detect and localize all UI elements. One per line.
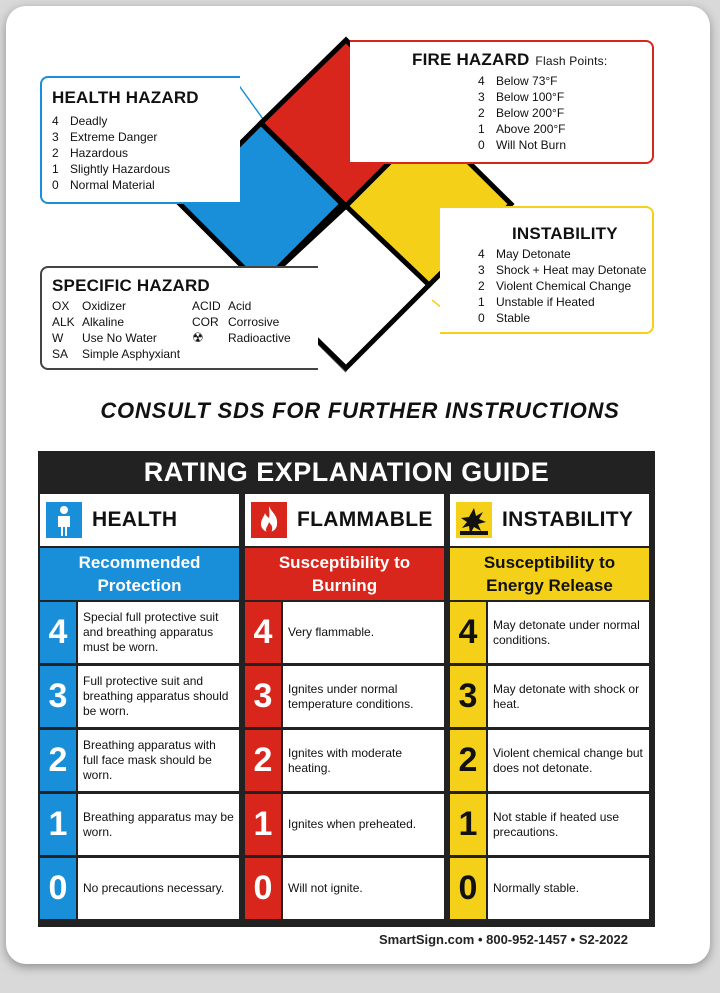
guide-column-header: [245, 494, 444, 546]
guide-rating-description: No precautions necessary.: [83, 881, 225, 895]
hazard-code-meaning: Alkaline: [82, 315, 125, 329]
guide-rating-number: 3: [450, 666, 486, 727]
rating-number: 0: [478, 138, 485, 152]
guide-rating-description: Ignites with moderate heating.: [288, 745, 403, 775]
guide-rating-text: [488, 666, 649, 727]
guide-rating-description: Very flammable.: [288, 625, 375, 639]
rating-number: 3: [478, 263, 485, 277]
hazard-code: SA: [52, 347, 69, 361]
guide-rating-description: Normally stable.: [493, 881, 580, 895]
guide-column-health: [38, 494, 241, 927]
rating-entry: [52, 129, 240, 145]
flame-icon: [251, 502, 287, 538]
guide-rating-text: [283, 730, 444, 791]
guide-rating-text: [283, 602, 444, 663]
subtitle-line-1: Recommended: [78, 553, 201, 572]
rating-number: 1: [478, 295, 485, 309]
guide-rating-text: [488, 602, 649, 663]
guide-rating-text: [283, 794, 444, 855]
guide-rating-description: Ignites under normal temperature conditions.: [288, 681, 414, 711]
subtitle-line-2: Energy Release: [486, 576, 613, 595]
rating-number: 3: [478, 90, 485, 104]
guide-rating-text: [488, 794, 649, 855]
guide-row: [40, 794, 239, 855]
flash-points-label: Flash Points:: [535, 54, 608, 68]
rating-number: 2: [478, 279, 485, 293]
rating-entry: [478, 246, 652, 262]
guide-rating-text: [78, 666, 239, 727]
rating-entry: [478, 278, 652, 294]
rating-text: Below 73°F: [496, 74, 558, 88]
guide-row: [450, 602, 649, 663]
rating-guide-title: RATING EXPLANATION GUIDE: [143, 457, 550, 487]
rating-entry: [478, 137, 652, 153]
guide-rating-number: 4: [40, 602, 76, 663]
guide-column-header: [450, 494, 649, 546]
guide-row: [40, 858, 239, 919]
guide-rating-description: Breathing apparatus may be worn.: [83, 809, 234, 839]
guide-rating-text: [78, 730, 239, 791]
guide-rating-number: 2: [40, 730, 76, 791]
hazard-code: OX: [52, 299, 70, 313]
rating-text: Shock + Heat may Detonate: [496, 263, 647, 277]
hazard-code-meaning: Corrosive: [228, 315, 280, 329]
guide-column-subtitle: [40, 548, 239, 600]
specific-hazard-callout: [40, 266, 318, 370]
guide-rating-description: Will not ignite.: [288, 881, 363, 895]
rating-text: Deadly: [70, 114, 108, 128]
rating-number: 0: [478, 311, 485, 325]
guide-rating-text: [283, 666, 444, 727]
hazard-code: [192, 346, 228, 362]
hazard-code: ALK: [52, 315, 75, 329]
hazard-code: ACID: [192, 299, 221, 313]
guide-row: [245, 602, 444, 663]
rating-entry: [52, 161, 240, 177]
explosion-icon: [456, 502, 492, 538]
guide-rating-number: 3: [245, 666, 281, 727]
guide-row: [450, 858, 649, 919]
guide-rating-description: Ignites when preheated.: [288, 817, 417, 831]
rating-number: 4: [478, 247, 485, 261]
guide-column-instability: [448, 494, 651, 927]
guide-row: [245, 858, 444, 919]
guide-rating-text: [78, 794, 239, 855]
rating-entry: [52, 113, 240, 129]
rating-text: Stable: [496, 311, 531, 325]
subtitle-line-1: Susceptibility to: [483, 553, 616, 572]
rating-guide: [38, 451, 655, 927]
guide-rating-description: Breathing apparatus with full face mask should be worn.: [83, 738, 216, 782]
rating-entry: [478, 294, 652, 310]
rating-text: Extreme Danger: [70, 130, 158, 144]
guide-rating-number: 0: [245, 858, 281, 919]
guide-column-flammable: [243, 494, 446, 927]
rating-text: Below 100°F: [496, 90, 565, 104]
rating-number: 0: [52, 178, 59, 192]
guide-row: [450, 666, 649, 727]
guide-rating-description: Violent chemical change but does not detonate.: [493, 745, 643, 775]
rating-text: Above 200°F: [496, 122, 566, 136]
guide-row: [450, 730, 649, 791]
guide-rating-number: 1: [245, 794, 281, 855]
guide-column-label: HEALTH: [92, 508, 178, 531]
subtitle-line-1: Susceptibility to: [278, 553, 411, 572]
guide-row: [245, 666, 444, 727]
rating-text: Will Not Burn: [496, 138, 567, 152]
rating-text: Below 200°F: [496, 106, 565, 120]
guide-rating-text: [488, 858, 649, 919]
hazard-code-meaning: [228, 346, 318, 362]
rating-entry: [478, 310, 652, 326]
guide-rating-number: 1: [40, 794, 76, 855]
rating-text: Normal Material: [70, 178, 155, 192]
rating-entry: [478, 73, 652, 89]
rating-number: 2: [52, 146, 59, 160]
guide-row: [245, 730, 444, 791]
guide-rating-text: [488, 730, 649, 791]
guide-column-header: [40, 494, 239, 546]
guide-rating-number: 2: [245, 730, 281, 791]
rating-text: May Detonate: [496, 247, 571, 261]
rating-number: 4: [52, 114, 59, 128]
guide-row: [40, 602, 239, 663]
rating-entry: [478, 121, 652, 137]
guide-rating-text: [78, 602, 239, 663]
rating-entry: [478, 105, 652, 121]
guide-rating-number: 0: [40, 858, 76, 919]
guide-row: [245, 794, 444, 855]
consult-sds-notice: CONSULT SDS FOR FURTHER INSTRUCTIONS: [100, 398, 620, 423]
guide-column-label: FLAMMABLE: [297, 508, 433, 531]
hazard-code: W: [52, 331, 64, 345]
rating-number: 1: [52, 162, 59, 176]
instability-callout: [440, 206, 654, 334]
rating-entry: [478, 262, 652, 278]
rating-number: 4: [478, 74, 485, 88]
hazard-code-meaning: Radioactive: [228, 331, 291, 345]
rating-entry: [478, 89, 652, 105]
rating-text: Violent Chemical Change: [496, 279, 632, 293]
rating-number: 2: [478, 106, 485, 120]
guide-rating-description: Not stable if heated use precautions.: [493, 809, 620, 839]
footer-contact: SmartSign.com • 800-952-1457 • S2-2022: [378, 932, 628, 947]
rating-entry: [52, 177, 240, 193]
guide-rating-number: 3: [40, 666, 76, 727]
subtitle-line-2: Protection: [97, 576, 182, 595]
fire-hazard-callout: [350, 40, 654, 164]
hazard-code-meaning: Simple Asphyxiant: [82, 347, 181, 361]
specific-hazard-title: SPECIFIC HAZARD: [52, 276, 210, 295]
guide-rating-number: 1: [450, 794, 486, 855]
guide-column-subtitle: [450, 548, 649, 600]
subtitle-line-2: Burning: [311, 576, 378, 595]
person-icon: [46, 502, 82, 538]
fire-hazard-title: FIRE HAZARD: [412, 50, 530, 69]
rating-number: 3: [52, 130, 59, 144]
guide-rating-description: May detonate with shock or heat.: [493, 681, 640, 711]
health-hazard-title: HEALTH HAZARD: [52, 88, 199, 107]
radioactive-icon: ☢: [192, 330, 204, 345]
instability-title: INSTABILITY: [512, 224, 618, 243]
rating-number: 1: [478, 122, 485, 136]
rating-entry: [52, 145, 240, 161]
rating-text: Slightly Hazardous: [70, 162, 171, 176]
guide-rating-number: 4: [450, 602, 486, 663]
guide-row: [40, 666, 239, 727]
guide-column-label: INSTABILITY: [502, 508, 634, 531]
hazard-code: COR: [192, 315, 219, 329]
guide-rating-text: [283, 858, 444, 919]
guide-row: [40, 730, 239, 791]
guide-rating-description: Full protective suit and breathing apparatus should be worn.: [83, 674, 229, 718]
guide-rating-text: [78, 858, 239, 919]
guide-rating-number: 2: [450, 730, 486, 791]
hazard-code-meaning: Acid: [228, 299, 252, 313]
guide-column-subtitle: [245, 548, 444, 600]
rating-text: Unstable if Heated: [496, 295, 595, 309]
guide-rating-number: 0: [450, 858, 486, 919]
hazard-code-meaning: Oxidizer: [82, 299, 127, 313]
guide-rating-number: 4: [245, 602, 281, 663]
guide-row: [450, 794, 649, 855]
guide-rating-description: Special full protective suit and breathing apparatus must be worn.: [83, 610, 219, 654]
health-hazard-callout: [40, 76, 240, 204]
rating-text: Hazardous: [70, 146, 129, 160]
hazard-code-meaning: Use No Water: [82, 331, 157, 345]
guide-rating-description: May detonate under normal conditions.: [493, 617, 640, 647]
